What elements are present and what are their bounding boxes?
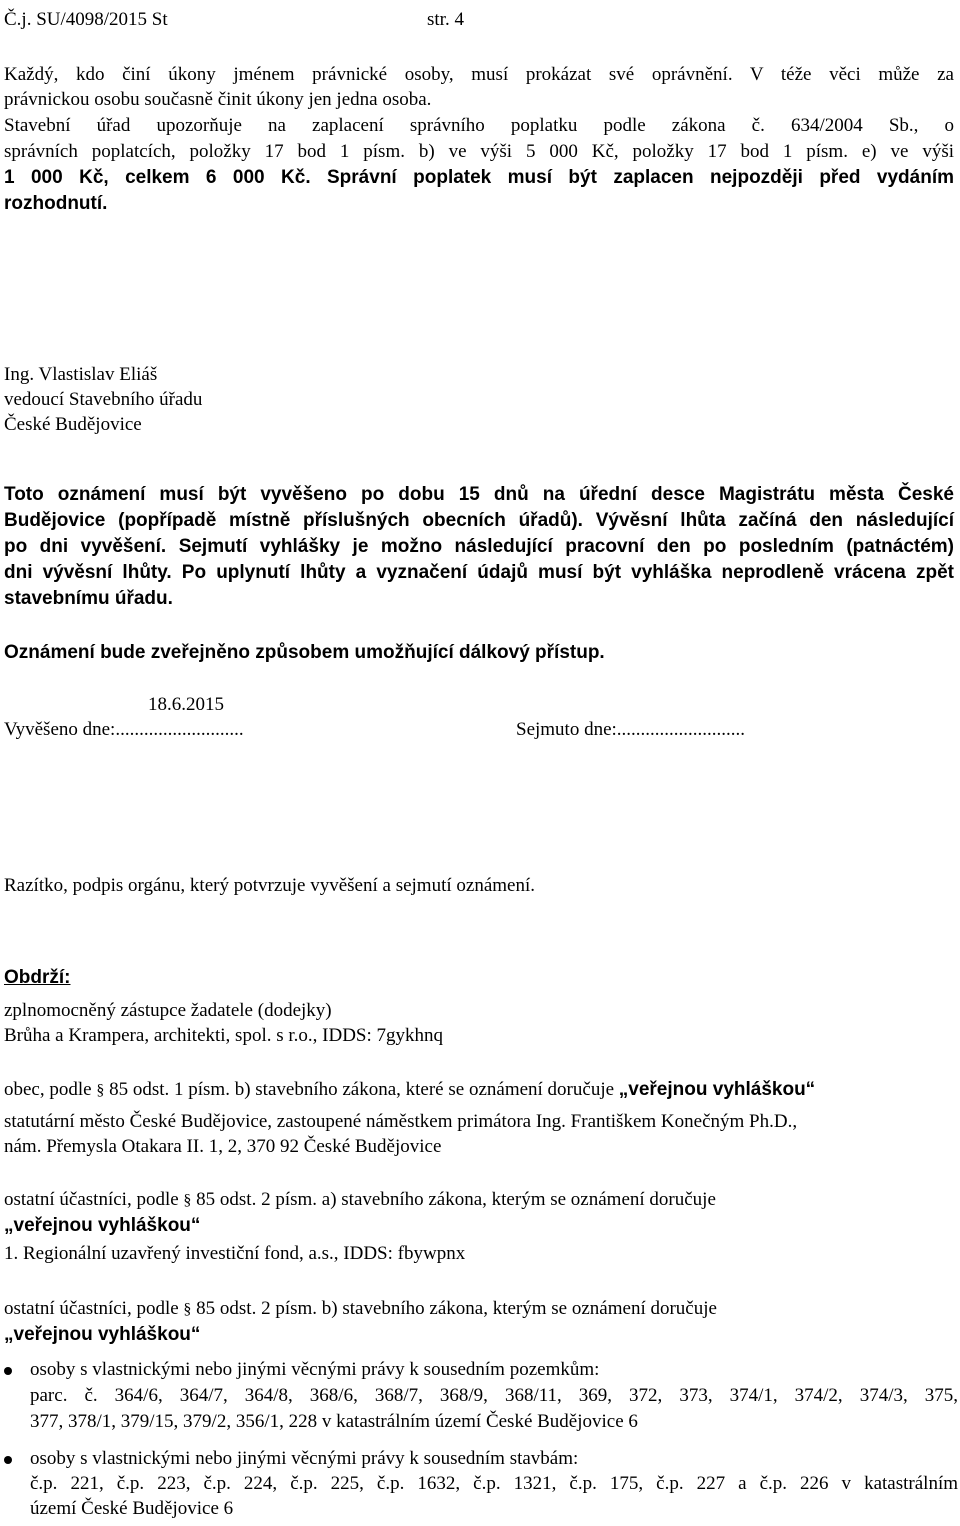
posted-field: Vyvěšeno dne:...........................	[4, 719, 244, 740]
representative-title: zplnomocněný zástupce žadatele (dodejky)	[4, 1000, 332, 1021]
municipality-line-3: nám. Přemysla Otakara II. 1, 2, 370 92 České Budějovice	[4, 1136, 442, 1157]
remote-access-note: Oznámení bude zveřejněno způsobem umožňující dálkový přístup.	[4, 642, 605, 663]
section-sign-icon: §	[96, 1082, 105, 1099]
fee-line-2: správních poplatcích, položky 17 bod 1 písm. b) ve výši 5 000 Kč, položky 17 bod 1 písm. e) ve výši	[4, 141, 954, 162]
signatory-role: vedoucí Stavebního úřadu	[4, 389, 203, 410]
bullet-icon	[4, 1456, 12, 1464]
intro-line-1: Každý, kdo činí úkony jménem právnické osoby, musí prokázat své oprávnění. V téže věci může za	[4, 64, 954, 85]
document-reference: Č.j. SU/4098/2015 St	[4, 9, 168, 30]
bullet-2-line-2: č.p. 221, č.p. 223, č.p. 224, č.p. 225, č.p. 1632, č.p. 1321, č.p. 175, č.p. 227 a č.p. 226 v katastrálním	[30, 1473, 958, 1494]
municipality-suffix: 85 odst. 1 písm. b) stavebního zákona, které se oznámení doručuje	[109, 1079, 615, 1100]
public-notice-label: „veřejnou vyhláškou“	[4, 1215, 201, 1236]
fee-line-3: 1 000 Kč, celkem 6 000 Kč. Správní poplatek musí být zaplacen nejpozději před vydáním	[4, 167, 954, 188]
fee-line-1: Stavební úřad upozorňuje na zaplacení správního poplatku podle zákona č. 634/2004 Sb., o	[4, 115, 954, 136]
signatory-city: České Budějovice	[4, 414, 142, 435]
public-notice-label: „veřejnou vyhláškou“	[4, 1324, 201, 1345]
participants-a-suffix: 85 odst. 2 písm. a) stavebního zákona, kterým se oznámení doručuje	[196, 1189, 716, 1210]
notice-line-4: dni vývěsní lhůty. Po uplynutí lhůty a vyznačení údajů musí být vyhláška neprodleně vrácena zpět	[4, 562, 954, 583]
notice-line-2: Budějovice (popřípadě místně příslušných obecních úřadů). Vývěsní lhůta začíná den následující	[4, 510, 954, 531]
representative-name: Brůha a Krampera, architekti, spol. s r.o., IDDS: 7gykhnq	[4, 1025, 444, 1046]
municipality-line-2: statutární město České Budějovice, zastoupené náměstkem primátora Ing. Františkem Konečným Ph.D.,	[4, 1111, 798, 1132]
notice-line-3: po dni vyvěšení. Sejmutí vyhlášky je možno následující pracovní den po posledním (patnáctém)	[4, 536, 954, 557]
municipality-prefix: obec, podle	[4, 1079, 92, 1100]
section-sign-icon: §	[183, 1192, 192, 1209]
list-item	[4, 1357, 958, 1437]
notice-line-5: stavebnímu úřadu.	[4, 588, 173, 609]
bullet-2-line-3: území České Budějovice 6	[30, 1498, 234, 1519]
bullet-1-line-1: osoby s vlastnickými nebo jinými věcnými právy k sousedním pozemkům:	[30, 1359, 600, 1380]
participant-a-item: 1. Regionální uzavřený investiční fond, a.s., IDDS: fbywpnx	[4, 1243, 466, 1264]
removed-field: Sejmuto dne:...........................	[516, 719, 746, 740]
signatory-name: Ing. Vlastislav Eliáš	[4, 364, 158, 385]
bullet-1-line-3: 377, 378/1, 379/15, 379/2, 356/1, 228 v katastrálním území České Budějovice 6	[30, 1411, 638, 1432]
intro-line-2: právnickou osobu současně činit úkony jen jedna osoba.	[4, 89, 432, 110]
bullet-2-line-1: osoby s vlastnickými nebo jinými věcnými právy k sousedním stavbám:	[30, 1448, 579, 1469]
section-sign-icon: §	[183, 1301, 192, 1318]
participants-a-prefix: ostatní účastníci, podle	[4, 1189, 179, 1210]
public-notice-label: „veřejnou vyhláškou“	[618, 1079, 816, 1100]
bullet-icon	[4, 1367, 12, 1375]
bullet-1-line-2: parc. č. 364/6, 364/7, 364/8, 368/6, 368/7, 368/9, 368/11, 369, 372, 373, 374/1, 374/2, 374/3, 375,	[30, 1385, 958, 1406]
recipients-heading: Obdrží:	[4, 967, 71, 988]
municipality-line	[4, 1077, 815, 1104]
page-number: str. 4	[427, 9, 464, 30]
notice-line-1: Toto oznámení musí být vyvěšeno po dobu 15 dnů na úřední desce Magistrátu města České	[4, 484, 954, 505]
fee-line-4: rozhodnutí.	[4, 193, 108, 214]
participants-b-prefix: ostatní účastníci, podle	[4, 1298, 179, 1319]
participants-a-line	[4, 1187, 716, 1214]
stamp-signature-note: Razítko, podpis orgánu, který potvrzuje vyvěšení a sejmutí oznámení.	[4, 875, 535, 896]
posted-date: 18.6.2015	[148, 694, 224, 715]
participants-b-suffix: 85 odst. 2 písm. b) stavebního zákona, kterým se oznámení doručuje	[196, 1298, 717, 1319]
participants-b-line	[4, 1296, 717, 1323]
list-item	[4, 1446, 958, 1526]
